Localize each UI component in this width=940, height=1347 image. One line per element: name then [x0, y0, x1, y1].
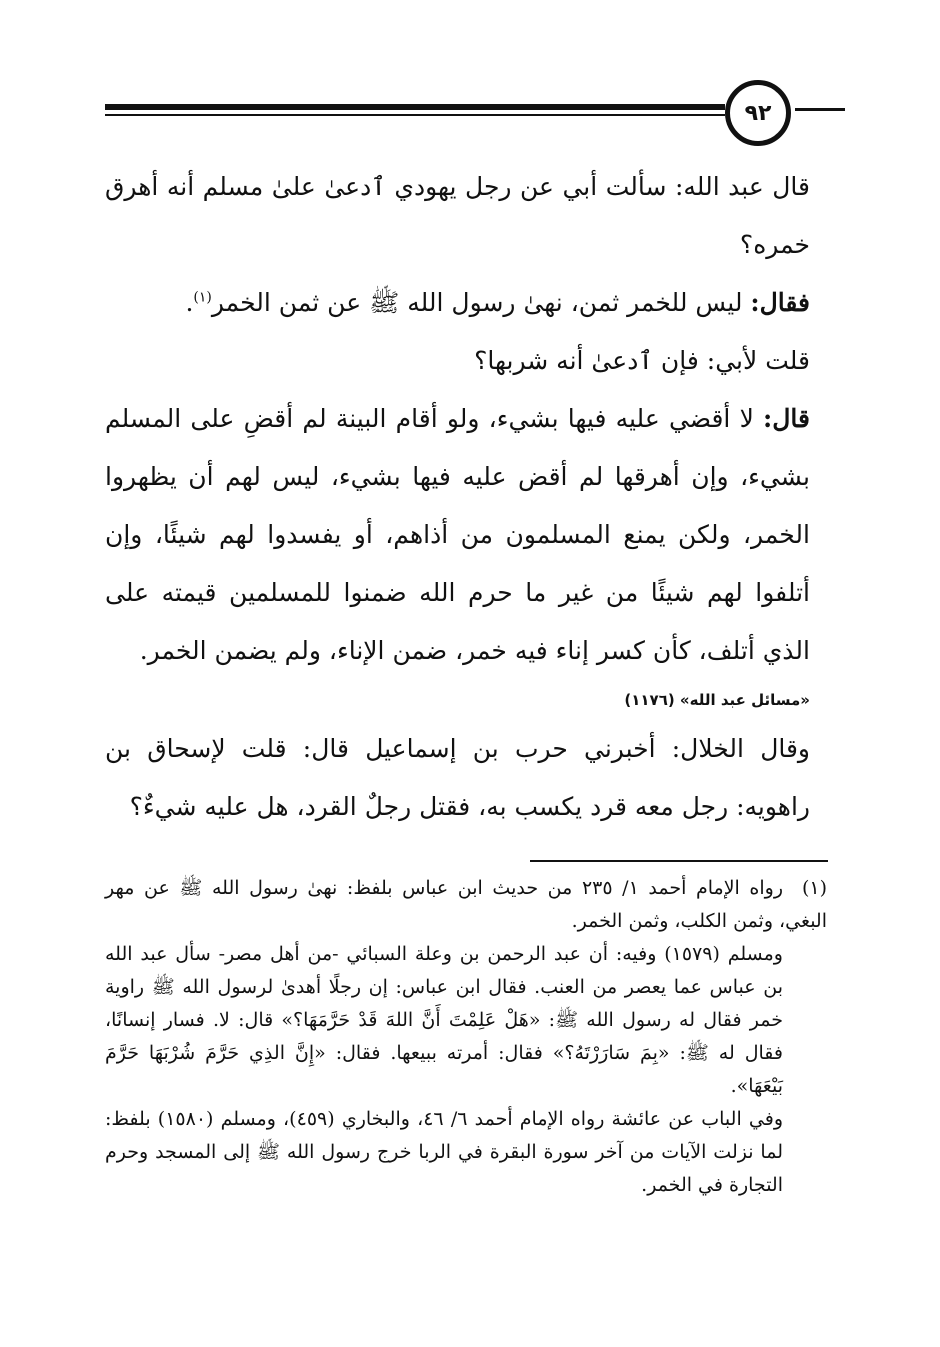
paragraph-question: قال عبد الله: سألت أبي عن رجل يهودي ٱدعىٰ علىٰ مسلم أنه أهرق خمره؟: [105, 172, 810, 259]
footnote-1-continued-2: وفي الباب عن عائشة رواه الإمام أحمد ٦/ ٤٦، والبخاري (٤٥٩)، ومسلم (١٥٨٠) بلفظ: لما نزلت الآيات من آخر سورة البقرة في الربا خرج رسول الله ﷺ إلى المسجد وحرم التجارة في الخمر.: [105, 1108, 784, 1196]
page-header: [105, 80, 845, 150]
footnotes: [105, 872, 827, 1202]
paragraph-khallal: وقال الخلال: أخبرني حرب بن إسماعيل قال: قلت لإسحاق بن راهويه: رجل معه قرد يكسب به، فقتل رجلٌ القرد، هل عليه شيءٌ؟: [105, 734, 810, 821]
header-rule-thin: [105, 114, 725, 116]
speaker-label: فقال:: [750, 288, 810, 317]
answer-text: ليس للخمر ثمن، نهىٰ رسول الله ﷺ عن ثمن الخمر: [211, 288, 751, 317]
footnote-separator: [530, 860, 828, 862]
speaker-label: قال:: [763, 404, 810, 433]
footnote-text: رواه الإمام أحمد ١/ ٢٣٥ من حديث ابن عباس بلفظ: نهىٰ رسول الله ﷺ عن مهر البغي، وثمن الكلب، وثمن الخمر.: [105, 877, 827, 932]
source-citation: «مسائل عبد الله» (١١٧٦): [624, 691, 810, 709]
header-rule-right: [795, 108, 845, 111]
answer-text: لا أقضي عليه فيها بشيء، ولو أقام البينة لم أقضِ على المسلم بشيء، وإن أهرقها لم أقض عليه فيها بشيء، ليس لهم أن يظهروا الخمر، ولكن يمنع المسلمون من أذاهم، أو يفسدوا لهم شيئًا، وإن أتلفوا لهم شيئًا من غير ما حرم الله ضمنوا للمسلمين قيمته على الذي أتلف، كأن كسر إناء فيه خمر، ضمن الإناء، ولم يضمن الخمر.: [105, 404, 810, 665]
paragraph-question-2: قلت لأبي: فإن ٱدعىٰ أنه شربها؟: [474, 346, 810, 375]
footnote-reference: (١): [193, 289, 212, 306]
main-text: [105, 158, 810, 836]
footnote-1: [105, 872, 827, 938]
footnote-number: (١): [801, 877, 828, 899]
paragraph-answer-2: [105, 390, 810, 680]
header-rule-thick: [105, 104, 725, 110]
page-number: ٩٢: [725, 80, 791, 146]
answer-end: .: [185, 288, 194, 317]
footnote-1-continued: ومسلم (١٥٧٩) وفيه: أن عبد الرحمن بن وعلة السبائي -من أهل مصر- سأل عبد الله بن عباس عما يعصر من العنب. فقال ابن عباس: إن رجلًا أهدىٰ لرسول الله ﷺ راوية خمر فقال له رسول الله ﷺ: «هَلْ عَلِمْتَ أَنَّ اللهَ قَدْ حَرَّمَهَا؟» قال: لا. فسار إنسانًا، فقال له ﷺ: «بِمَ سَارَرْتَهُ؟» فقال: أمرته ببيعها. فقال: «إِنَّ الذِي حَرَّمَ شُرْبَهَا حَرَّمَ بَيْعَهَا».: [105, 943, 783, 1097]
paragraph-answer-1: [105, 274, 810, 332]
